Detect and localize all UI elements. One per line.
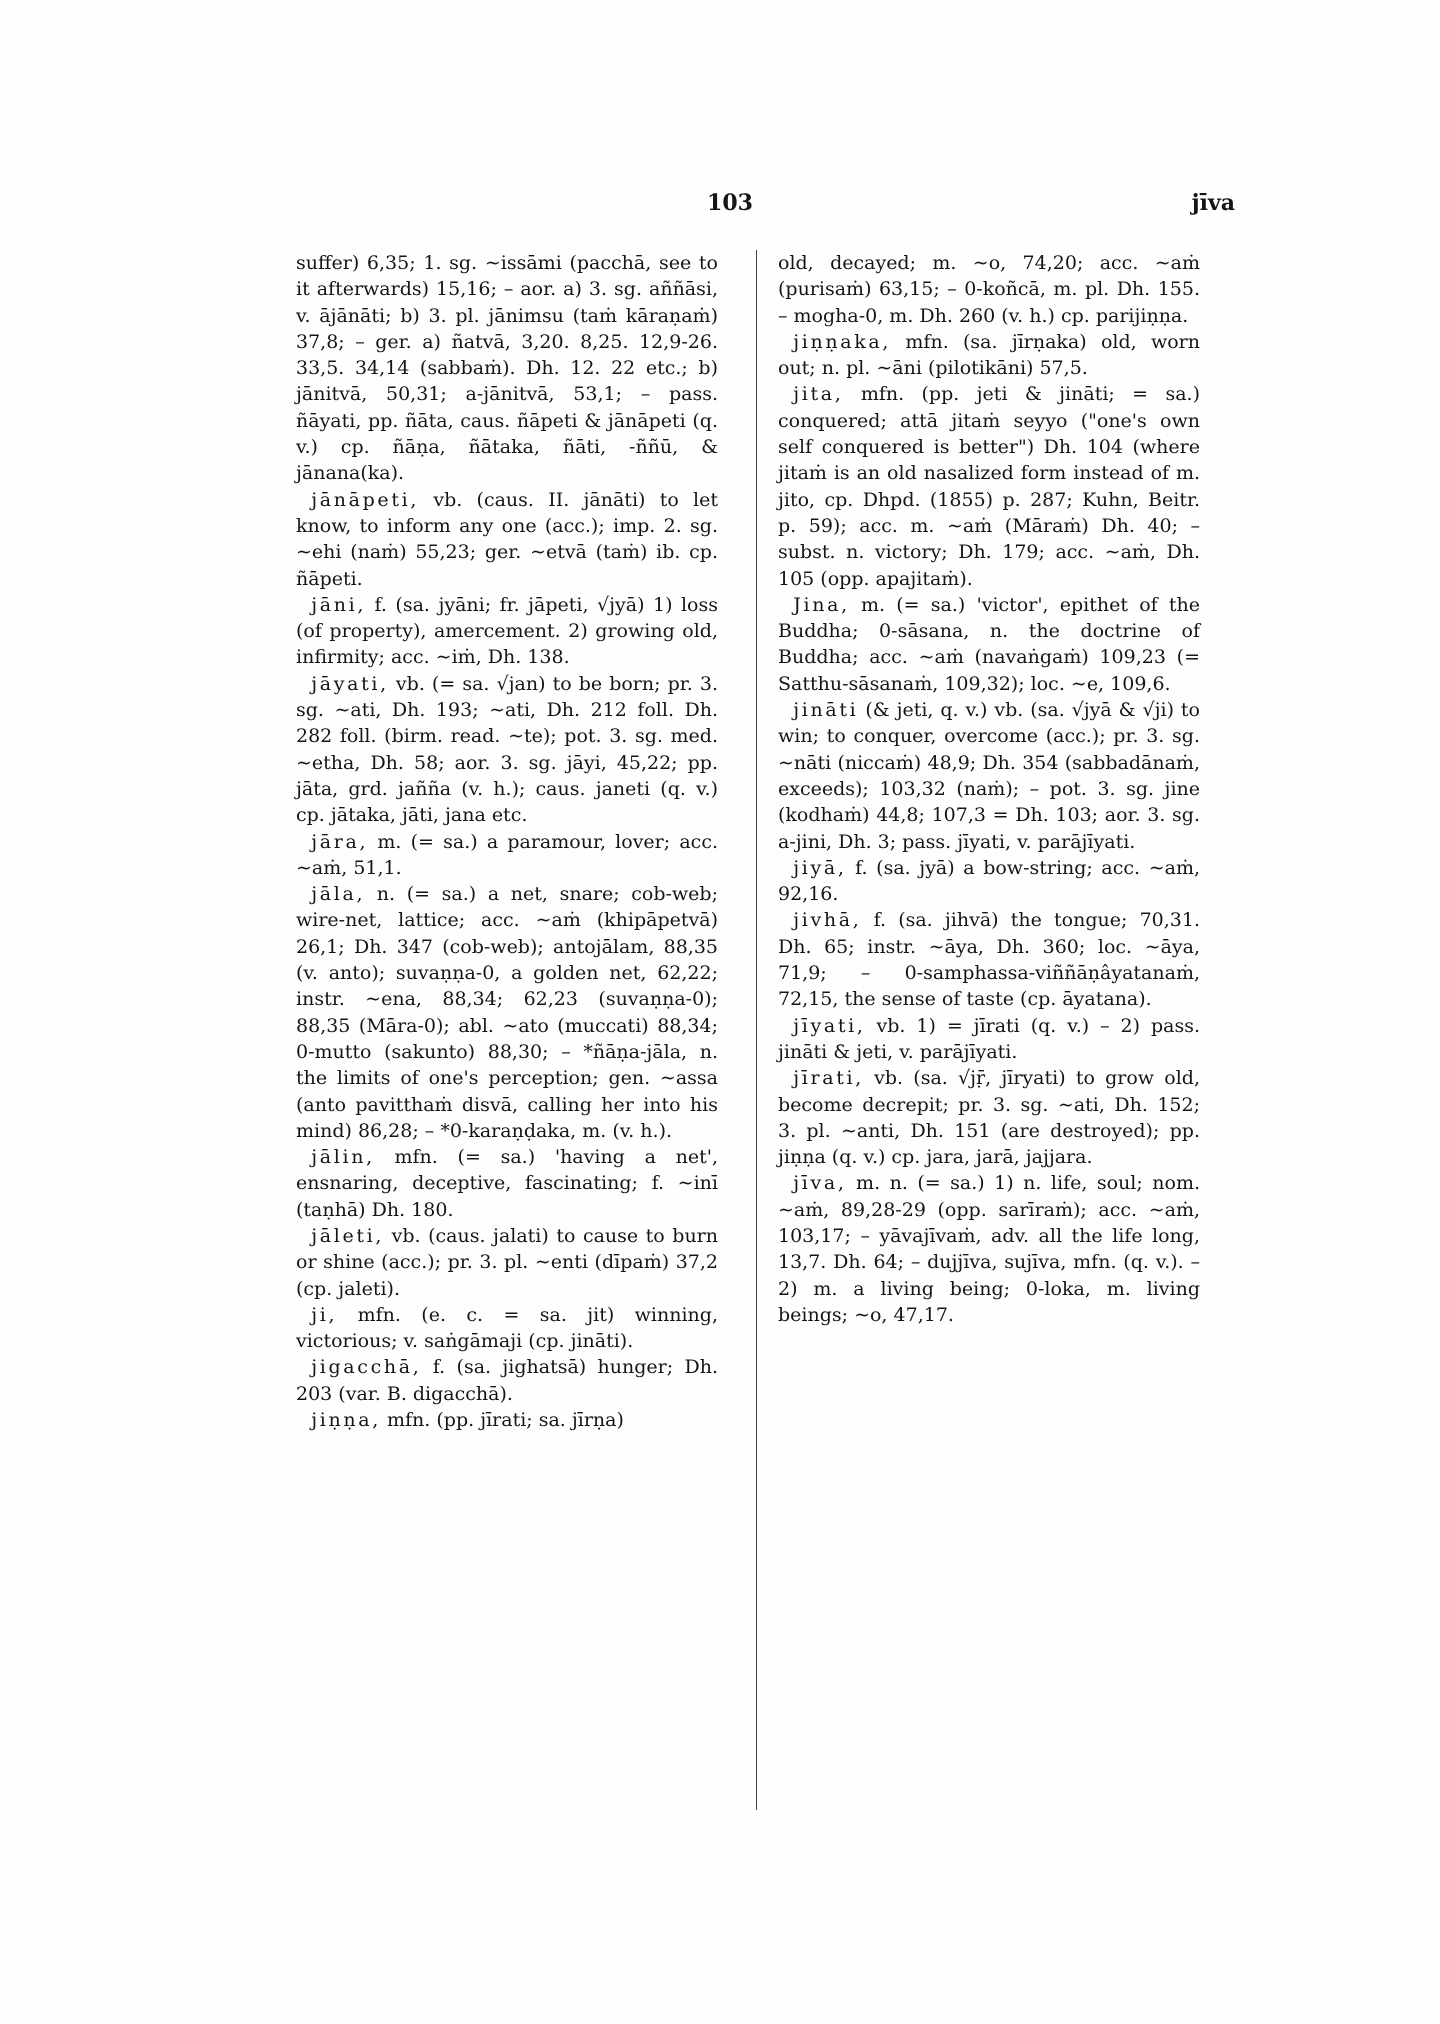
column-divider <box>756 250 757 1810</box>
entry-headword: jāni, <box>311 593 367 616</box>
dictionary-entry <box>296 829 718 882</box>
dictionary-entry <box>778 329 1200 382</box>
dictionary-entry <box>296 1302 718 1355</box>
dictionary-entry <box>778 1170 1200 1328</box>
entry-headword: jīva, <box>793 1172 847 1195</box>
entry-text: vb. (caus. II. jānāti) to let know, to inform any one (acc.); imp. 2. sg. ∼ehi (naṁ) 55,23; ger. ∼etvā (taṁ) ib. cp. ñāpeti. <box>296 488 718 590</box>
entry-text: (& jeti, q. v.) vb. (sa. √jyā & √ji) to win; to conquer, overcome (acc.); pr. 3. sg. ∼nāti (niccaṁ) 48,9; Dh. 354 (sabbadānaṁ, exceeds); 103,32 (naṁ); – pot. 3. sg. jine (kodhaṁ) 44,8; 107,3 = Dh. 103; aor. 3. sg. a-jini, Dh. 3; pass. jīyati, v. parājīyati. <box>778 699 1200 853</box>
entry-text: suffer) 6,35; 1. sg. ∼issāmi (pacchā, see to it afterwards) 15,16; – aor. a) 3. sg. aññāsi, v. ājānāti; b) 3. pl. jānimsu (taṁ kāraṇaṁ) 37,8; – ger. a) ñatvā, 3,20. 8,25. 12,9-26. 33,5. 34,14 (sabbaṁ). Dh. 12. 22 etc.; b) jānitvā, 50,31; a-jānitvā, 53,1; – pass. ñāyati, pp. ñāta, caus. ñāpeti & jānāpeti (q. v.) cp. ñāṇa, ñātaka, ñāti, -ññū, & jānana(ka). <box>296 252 718 485</box>
dictionary-entry <box>296 881 718 1144</box>
entry-text: m. n. (= sa.) 1) n. life, soul; nom. ∼aṁ, 89,28-29 (opp. sarīraṁ); acc. ∼aṁ, 103,17; – yāvajīvaṁ, adv. all the life long, 13,7. Dh. 64; – dujjīva, sujīva, mfn. (q. v.). – 2) m. a living being; 0-loka, m. living beings; ∼o, 47,17. <box>778 1172 1200 1326</box>
entry-headword: jīrati, <box>793 1067 864 1090</box>
entry-headword: jivhā, <box>793 909 862 932</box>
entry-text: f. (sa. jihvā) the tongue; 70,31. Dh. 65; instr. ∼āya, Dh. 360; loc. ∼āya, 71,9; – 0-samphassa-viññāṇâyatanaṁ, 72,15, the sense of taste (cp. āyatana). <box>778 909 1200 1011</box>
dictionary-entry <box>296 1354 718 1407</box>
entry-headword: Jina, <box>793 593 850 616</box>
dictionary-entry <box>778 250 1200 329</box>
entry-text: f. (sa. jyāni; fr. jāpeti, √jyā) 1) loss (of property), amercement. 2) growing old, infirmity; acc. ∼iṁ, Dh. 138. <box>296 593 718 669</box>
entry-text: mfn. (e. c. = sa. jit) winning, victorious; v. saṅgāmaji (cp. jināti). <box>296 1303 718 1353</box>
entry-text: f. (sa. jyā) a bow-string; acc. ∼aṁ, 92,16. <box>778 856 1200 906</box>
entry-text: mfn. (pp. jeti & jināti; = sa.) conquered; attā jitaṁ seyyo ("one's own self conquered is better") Dh. 104 (where jitaṁ is an old nasalized form instead of m. jito, cp. Dhpd. (1855) p. 287; Kuhn, Beitr. p. 59); acc. m. ∼aṁ (Māraṁ) Dh. 40; – subst. n. victory; Dh. 179; acc. ∼aṁ, Dh. 105 (opp. apajitaṁ). <box>778 383 1200 590</box>
entry-text: vb. 1) = jīrati (q. v.) – 2) pass. jināti & jeti, v. parājīyati. <box>778 1014 1200 1063</box>
dictionary-entry <box>296 671 718 829</box>
dictionary-entry <box>778 855 1200 908</box>
entry-headword: jita, <box>793 383 844 406</box>
entry-headword: jiṇṇaka, <box>793 330 892 353</box>
dictionary-entry <box>296 1223 718 1302</box>
entry-text: m. (= sa.) 'victor', epithet of the Buddha; 0-sāsana, n. the doctrine of Buddha; acc. ∼aṁ (navaṅgaṁ) 109,23 (= Satthu-sāsanaṁ, 109,32); loc. ∼e, 109,6. <box>778 593 1200 695</box>
entry-headword: jāra, <box>311 830 369 853</box>
dictionary-entry <box>296 1407 718 1433</box>
dictionary-entry <box>296 487 718 592</box>
entry-headword: jiyā, <box>793 856 847 879</box>
entry-text: mfn. (= sa.) 'having a net', ensnaring, deceptive, fascinating; f. ∼inī (taṇhā) Dh. 180. <box>296 1146 718 1221</box>
entry-text: vb. (= sa. √jan) to be born; pr. 3. sg. ∼ati, Dh. 193; ∼ati, Dh. 212 foll. Dh. 282 foll. (birm. read. ∼te); pot. 3. sg. med. ∼etha, Dh. 58; aor. 3. sg. jāyi, 45,22; pp. jāta, grd. jañña (v. h.); caus. janeti (q. v.) cp. jātaka, jāti, jana etc. <box>296 672 718 827</box>
dictionary-entry <box>778 697 1200 855</box>
entry-text: mfn. (sa. jīrṇaka) old, worn out; n. pl. ∼āni (pilotikāni) 57,5. <box>778 330 1200 380</box>
entry-text: vb. (sa. √jṝ, jīryati) to grow old, become decrepit; pr. 3. sg. ∼ati, Dh. 152; 3. pl. ∼anti, Dh. 151 (are destroyed); pp. jiṇṇa (q. v.) cp. jara, jarā, jajjara. <box>778 1067 1200 1169</box>
entry-text: vb. (caus. jalati) to cause to burn or shine (acc.); pr. 3. pl. ∼enti (dīpaṁ) 37,2 (cp. jaleti). <box>296 1224 718 1300</box>
entry-headword: ji, <box>311 1303 338 1326</box>
dictionary-entry <box>778 381 1200 591</box>
dictionary-entry <box>296 1144 718 1223</box>
entry-headword: jigacchā, <box>311 1356 422 1379</box>
entry-headword: jīyati, <box>793 1014 866 1037</box>
dictionary-entry <box>778 907 1200 1012</box>
left-column <box>296 250 718 1433</box>
entry-headword: jāyati, <box>311 672 389 695</box>
entry-headword: jāleti, <box>311 1224 385 1247</box>
entry-text: f. (sa. jighatsā) hunger; Dh. 203 (var. B. digacchā). <box>296 1356 718 1405</box>
entry-headword: jiṇṇa, <box>311 1409 381 1432</box>
entry-text: old, decayed; m. ∼o, 74,20; acc. ∼aṁ (purisaṁ) 63,15; – 0-koñcā, m. pl. Dh. 155. – mogha-0, m. Dh. 260 (v. h.) cp. parijiṇṇa. <box>778 252 1200 327</box>
entry-headword: jāla, <box>311 883 366 906</box>
entry-text: mfn. (pp. jīrati; sa. jīrṇa) <box>380 1409 624 1432</box>
entry-headword: jālin, <box>311 1146 375 1169</box>
dictionary-entry <box>778 1065 1200 1170</box>
entry-headword: jināti <box>793 699 859 722</box>
right-column <box>778 250 1200 1328</box>
entry-text: n. (= sa.) a net, snare; cob-web; wire-net, lattice; acc. ∼aṁ (khipāpetvā) 26,1; Dh. 347 (cob-web); antojālam, 88,35 (v. anto); suvaṇṇa-0, a golden net, 62,22; instr. ∼ena, 88,34; 62,23 (suvaṇṇa-0); 88,35 (Māra-0); abl. ∼ato (muccati) 88,34; 0-mutto (sakunto) 88,30; – *ñāṇa-jāla, n. the limits of one's perception; gen. ∼assa (anto pavitthaṁ disvā, calling her into his mind) 86,28; – *0-karaṇḍaka, m. (v. h.). <box>296 883 718 1142</box>
running-head: jīva <box>1191 190 1235 216</box>
dictionary-entry <box>778 592 1200 697</box>
dictionary-entry <box>296 592 718 671</box>
page-number: 103 <box>707 190 753 216</box>
entry-text: m. (= sa.) a paramour, lover; acc. ∼aṁ, 51,1. <box>296 830 718 879</box>
entry-headword: jānāpeti, <box>311 488 420 511</box>
dictionary-entry <box>296 250 718 487</box>
dictionary-entry <box>778 1013 1200 1066</box>
